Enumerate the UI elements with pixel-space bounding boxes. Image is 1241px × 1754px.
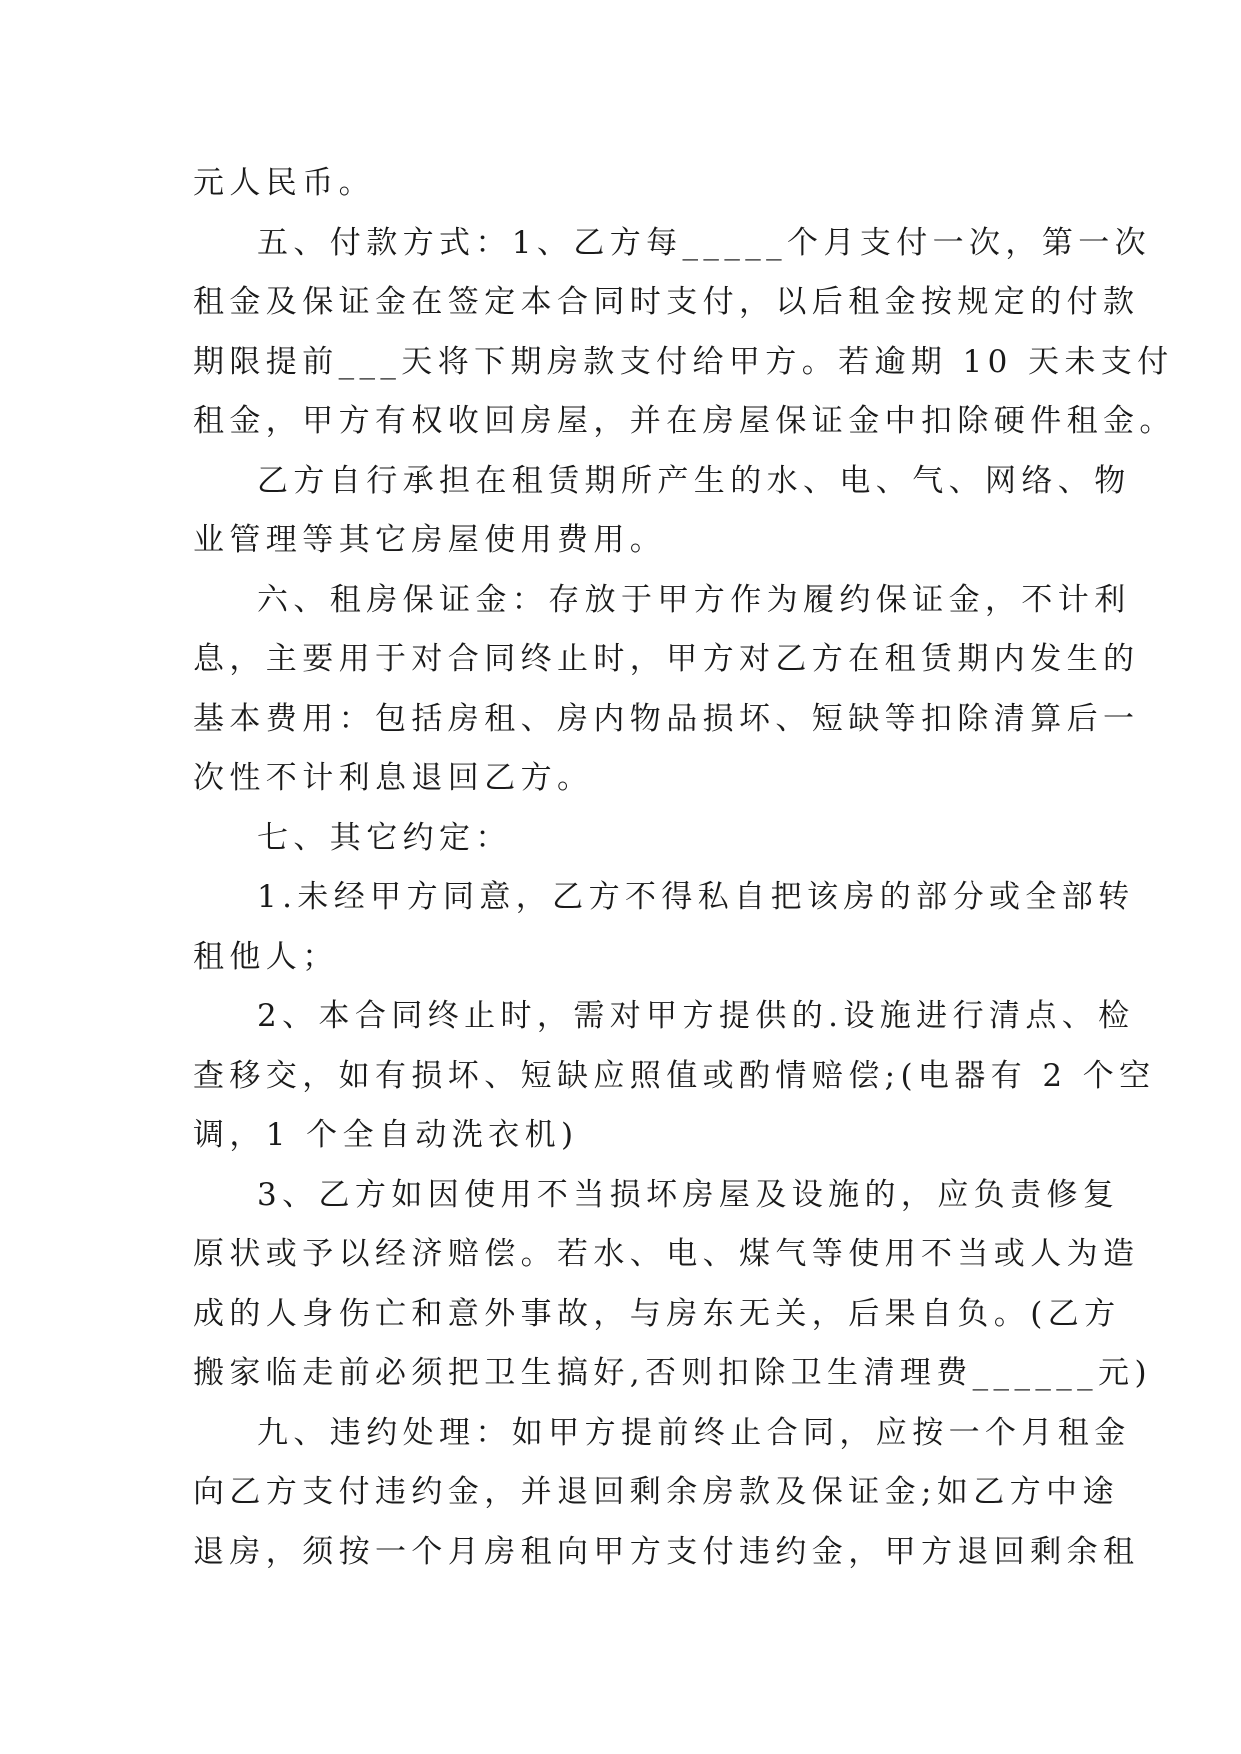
text-line: 租金，甲方有权收回房屋，并在房屋保证金中扣除硬件租金。 [193, 403, 1176, 439]
text-line: 六、租房保证金：存放于甲方作为履约保证金，不计利 [257, 581, 1131, 618]
paragraph [193, 154, 1053, 214]
document-body [193, 154, 1176, 1582]
text-line: 向乙方支付违约金，并退回剩余房款及保证金;如乙方中途 [193, 1474, 1119, 1510]
paragraph [193, 214, 1176, 452]
paragraph [193, 868, 1135, 987]
text-line: 息，主要用于对合同终止时，甲方对乙方在租赁期内发生的 [193, 641, 1140, 677]
text-line: 租金及保证金在签定本合同时支付，以后租金按规定的付款 [193, 284, 1140, 320]
paragraph [193, 452, 1131, 571]
paragraph [193, 571, 1140, 809]
text-line: 成的人身伤亡和意外事故，与房东无关，后果自负。(乙方 [193, 1295, 1121, 1332]
text-line: 搬家临走前必须把卫生搞好,否则扣除卫生清理费______元) [193, 1355, 1152, 1391]
text-line: 基本费用：包括房租、房内物品损坏、短缺等扣除清算后一 [193, 700, 1140, 737]
text-line: 次性不计利息退回乙方。 [193, 760, 594, 796]
paragraph [193, 1166, 1152, 1404]
text-line: 期限提前___天将下期房款支付给甲方。若逾期 10 天未支付 [193, 343, 1174, 380]
text-line: 退房，须按一个月房租向甲方支付违约金，甲方退回剩余租 [193, 1533, 1140, 1570]
paragraph [193, 987, 1156, 1166]
text-line: 3、乙方如因使用不当损坏房屋及设施的，应负责修复 [257, 1176, 1120, 1213]
paragraph [193, 809, 1053, 869]
text-line: 调，1 个全自动洗衣机) [193, 1117, 579, 1153]
text-line: 乙方自行承担在租赁期所产生的水、电、气、网络、物 [257, 462, 1131, 499]
text-line: 租他人； [193, 938, 339, 975]
text-line: 1.未经甲方同意，乙方不得私自把该房的部分或全部转 [257, 879, 1135, 915]
text-line: 2、本合同终止时，需对甲方提供的.设施进行清点、检 [257, 998, 1135, 1034]
text-line: 五、付款方式：1、乙方每_____个月支付一次，第一次 [257, 224, 1152, 261]
paragraph [193, 1404, 1140, 1583]
text-line: 元人民币。 [193, 165, 375, 201]
text-line: 原状或予以经济赔偿。若水、电、煤气等使用不当或人为造 [193, 1236, 1140, 1272]
text-line: 九、违约处理：如甲方提前终止合同，应按一个月租金 [257, 1414, 1131, 1451]
text-line: 七、其它约定： [257, 819, 512, 856]
text-line: 业管理等其它房屋使用费用。 [193, 522, 667, 558]
text-line: 查移交，如有损坏、短缺应照值或酌情赔偿;(电器有 2 个空 [193, 1057, 1156, 1094]
